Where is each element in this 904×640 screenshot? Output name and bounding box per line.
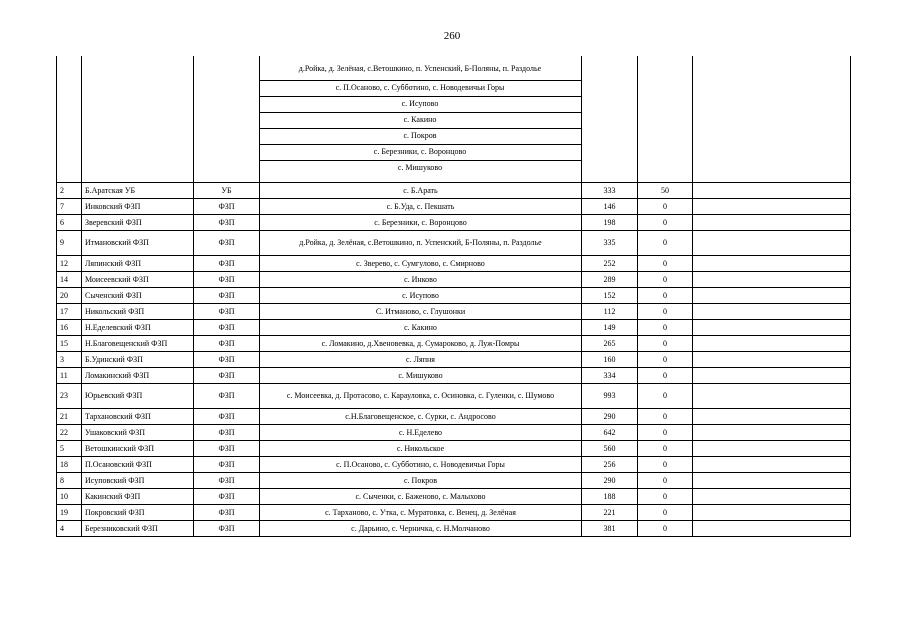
empty-cell (693, 425, 851, 441)
count-value: 0 (638, 304, 693, 320)
empty-cell (693, 368, 851, 384)
empty-cell (693, 384, 851, 409)
count-value: 0 (638, 489, 693, 505)
row-number: 4 (57, 521, 82, 537)
empty-cell (693, 457, 851, 473)
facility-name: Моисеевский ФЗП (82, 272, 194, 288)
served-villages: с. Б.Арать (260, 183, 582, 199)
continuation-village-row: с. Березники, с. Воронцово (259, 144, 581, 161)
facility-name: Б.Аратская УБ (82, 183, 194, 199)
continuation-village-row: с. Покров (259, 128, 581, 145)
count-value: 0 (638, 231, 693, 256)
count-value: 50 (638, 183, 693, 199)
facility-type: ФЗП (194, 199, 260, 215)
population-value: 993 (582, 384, 638, 409)
empty-cell (693, 521, 851, 537)
facility-type: ФЗП (194, 368, 260, 384)
served-villages: с. Березники, с. Воронцово (260, 215, 582, 231)
facility-type: ФЗП (194, 215, 260, 231)
page-number: 260 (443, 30, 461, 42)
empty-cell (693, 231, 851, 256)
empty-cell (693, 183, 851, 199)
facility-type: ФЗП (194, 231, 260, 256)
empty-cell (693, 505, 851, 521)
facility-type: ФЗП (194, 320, 260, 336)
table-row (57, 352, 851, 368)
row-number: 2 (57, 183, 82, 199)
empty-cell (693, 256, 851, 272)
count-value: 0 (638, 272, 693, 288)
row-number: 21 (57, 409, 82, 425)
empty-cell (693, 489, 851, 505)
row-number: 22 (57, 425, 82, 441)
served-villages: с. Сыченки, с. Баженово, с. Малыхово (260, 489, 582, 505)
continuation-village-row: с. Исупово (259, 96, 581, 113)
empty-cell (693, 473, 851, 489)
facility-name: Зверевский ФЗП (82, 215, 194, 231)
served-villages: с. Какино (260, 320, 582, 336)
served-villages: с. Моисеевка, д. Протасово, с. Карауловка, с. Осиновка, с. Гуленки, с. Шумово (260, 384, 582, 409)
served-villages: с. Дарьино, с. Черничка, с. Н.Молчаново (260, 521, 582, 537)
facility-type: ФЗП (194, 384, 260, 409)
count-value: 0 (638, 352, 693, 368)
column-divider (81, 56, 82, 182)
empty-cell (693, 336, 851, 352)
population-value: 252 (582, 256, 638, 272)
served-villages: С. Итманово, с. Глушонки (260, 304, 582, 320)
row-number: 10 (57, 489, 82, 505)
population-value: 333 (582, 183, 638, 199)
empty-cell (693, 441, 851, 457)
facility-type: ФЗП (194, 352, 260, 368)
count-value: 0 (638, 521, 693, 537)
facility-name: Итмановский ФЗП (82, 231, 194, 256)
row-number: 11 (57, 368, 82, 384)
served-villages: с. Мишуково (260, 368, 582, 384)
empty-cell (693, 215, 851, 231)
facility-name: Б.Удинский ФЗП (82, 352, 194, 368)
population-value: 381 (582, 521, 638, 537)
population-value: 642 (582, 425, 638, 441)
served-villages: с. Зверево, с. Сумгулово, с. Смирново (260, 256, 582, 272)
count-value: 0 (638, 384, 693, 409)
continuation-village-row: с. П.Осаново, с. Субботино, с. Новодевичьи Горы (259, 80, 581, 97)
population-value: 152 (582, 288, 638, 304)
row-number: 7 (57, 199, 82, 215)
facility-name: П.Осановский ФЗП (82, 457, 194, 473)
facility-name: Ляпинский ФЗП (82, 256, 194, 272)
population-value: 146 (582, 199, 638, 215)
table-row (57, 215, 851, 231)
row-number: 19 (57, 505, 82, 521)
facility-name: Юрьевский ФЗП (82, 384, 194, 409)
count-value: 0 (638, 409, 693, 425)
table-row (57, 489, 851, 505)
facility-name: Сыченский ФЗП (82, 288, 194, 304)
empty-cell (693, 199, 851, 215)
population-value: 560 (582, 441, 638, 457)
population-value: 112 (582, 304, 638, 320)
table-row (57, 336, 851, 352)
table-row (57, 320, 851, 336)
table-row (57, 409, 851, 425)
facility-type: ФЗП (194, 256, 260, 272)
empty-cell (693, 272, 851, 288)
population-value: 188 (582, 489, 638, 505)
table-row (57, 256, 851, 272)
facility-type: ФЗП (194, 272, 260, 288)
count-value: 0 (638, 441, 693, 457)
table-row (57, 231, 851, 256)
table-row (57, 199, 851, 215)
column-divider (692, 56, 693, 182)
served-villages: с. Исупово (260, 288, 582, 304)
table-row (57, 183, 851, 199)
count-value: 0 (638, 288, 693, 304)
served-villages: с. Н.Еделево (260, 425, 582, 441)
served-villages: с. Покров (260, 473, 582, 489)
table-row (57, 473, 851, 489)
row-number: 23 (57, 384, 82, 409)
table-row (57, 521, 851, 537)
row-number: 9 (57, 231, 82, 256)
row-number: 8 (57, 473, 82, 489)
served-villages: с. Инково (260, 272, 582, 288)
count-value: 0 (638, 256, 693, 272)
population-value: 265 (582, 336, 638, 352)
column-divider (637, 56, 638, 182)
row-number: 5 (57, 441, 82, 457)
served-villages: с. Ломакино, д.Хвеновевка, д. Сумароково, д. Луж-Помры (260, 336, 582, 352)
table-row (57, 304, 851, 320)
column-divider (581, 56, 582, 182)
served-villages: с.Н.Благовещенское, с. Сурки, с. Андросово (260, 409, 582, 425)
population-value: 256 (582, 457, 638, 473)
facility-type: ФЗП (194, 288, 260, 304)
empty-cell (693, 409, 851, 425)
facility-name: Никольский ФЗП (82, 304, 194, 320)
continuation-villages (259, 56, 581, 182)
continuation-village-row: с. Мишуково (397, 163, 443, 172)
facilities-table (56, 182, 851, 537)
continuation-village-row: д.Ройка, д. Зелёная, с.Ветошкино, п. Успенский, Б-Поляны, п. Раздолье (259, 58, 581, 81)
population-value: 290 (582, 409, 638, 425)
count-value: 0 (638, 368, 693, 384)
facility-name: Ушаковский ФЗП (82, 425, 194, 441)
facility-name: Березниковский ФЗП (82, 521, 194, 537)
served-villages: д.Ройка, д. Зелёная, с.Ветошкино, п. Успенский, Б-Поляны, п. Раздолье (260, 231, 582, 256)
count-value: 0 (638, 320, 693, 336)
facility-name: Н.Благовещенский ФЗП (82, 336, 194, 352)
row-number: 17 (57, 304, 82, 320)
table-row (57, 441, 851, 457)
count-value: 0 (638, 425, 693, 441)
row-number: 15 (57, 336, 82, 352)
facility-name: Покровский ФЗП (82, 505, 194, 521)
population-value: 160 (582, 352, 638, 368)
empty-cell (693, 352, 851, 368)
row-number: 18 (57, 457, 82, 473)
table-row (57, 457, 851, 473)
row-number: 14 (57, 272, 82, 288)
table-row (57, 384, 851, 409)
served-villages: с. П.Осаново, с. Субботино, с. Новодевичьи Горы (260, 457, 582, 473)
table-row (57, 425, 851, 441)
count-value: 0 (638, 215, 693, 231)
served-villages: с. Тарханово, с. Утка, с. Муратовка, с. Венец, д. Зелёная (260, 505, 582, 521)
facility-name: Исуповский ФЗП (82, 473, 194, 489)
count-value: 0 (638, 199, 693, 215)
facility-name: Н.Еделевский ФЗП (82, 320, 194, 336)
facility-name: Ломакинский ФЗП (82, 368, 194, 384)
served-villages: с. Ляпня (260, 352, 582, 368)
facility-type: ФЗП (194, 304, 260, 320)
served-villages: с. Б.Уда, с. Пекшать (260, 199, 582, 215)
table-row (57, 272, 851, 288)
population-value: 335 (582, 231, 638, 256)
table-row (57, 288, 851, 304)
count-value: 0 (638, 336, 693, 352)
population-value: 289 (582, 272, 638, 288)
population-value: 149 (582, 320, 638, 336)
population-value: 334 (582, 368, 638, 384)
continuation-block (56, 56, 851, 182)
empty-cell (693, 304, 851, 320)
facility-type: ФЗП (194, 425, 260, 441)
continuation-village-row: с. Какино (259, 112, 581, 129)
row-number: 12 (57, 256, 82, 272)
row-number: 6 (57, 215, 82, 231)
facility-name: Тархановский ФЗП (82, 409, 194, 425)
facility-name: Какинский ФЗП (82, 489, 194, 505)
empty-cell (693, 288, 851, 304)
count-value: 0 (638, 457, 693, 473)
facility-type: ФЗП (194, 409, 260, 425)
served-villages: с. Никольское (260, 441, 582, 457)
facility-type: ФЗП (194, 489, 260, 505)
facility-type: ФЗП (194, 505, 260, 521)
facility-name: Ветошкинский ФЗП (82, 441, 194, 457)
row-number: 16 (57, 320, 82, 336)
column-divider (193, 56, 194, 182)
facility-type: ФЗП (194, 457, 260, 473)
facility-name: Инковский ФЗП (82, 199, 194, 215)
empty-cell (693, 320, 851, 336)
facility-type: УБ (194, 183, 260, 199)
table-row (57, 368, 851, 384)
population-value: 198 (582, 215, 638, 231)
count-value: 0 (638, 505, 693, 521)
facility-type: ФЗП (194, 473, 260, 489)
population-value: 221 (582, 505, 638, 521)
row-number: 3 (57, 352, 82, 368)
facility-type: ФЗП (194, 521, 260, 537)
count-value: 0 (638, 473, 693, 489)
facility-type: ФЗП (194, 336, 260, 352)
row-number: 20 (57, 288, 82, 304)
table-row (57, 505, 851, 521)
population-value: 290 (582, 473, 638, 489)
facility-type: ФЗП (194, 441, 260, 457)
